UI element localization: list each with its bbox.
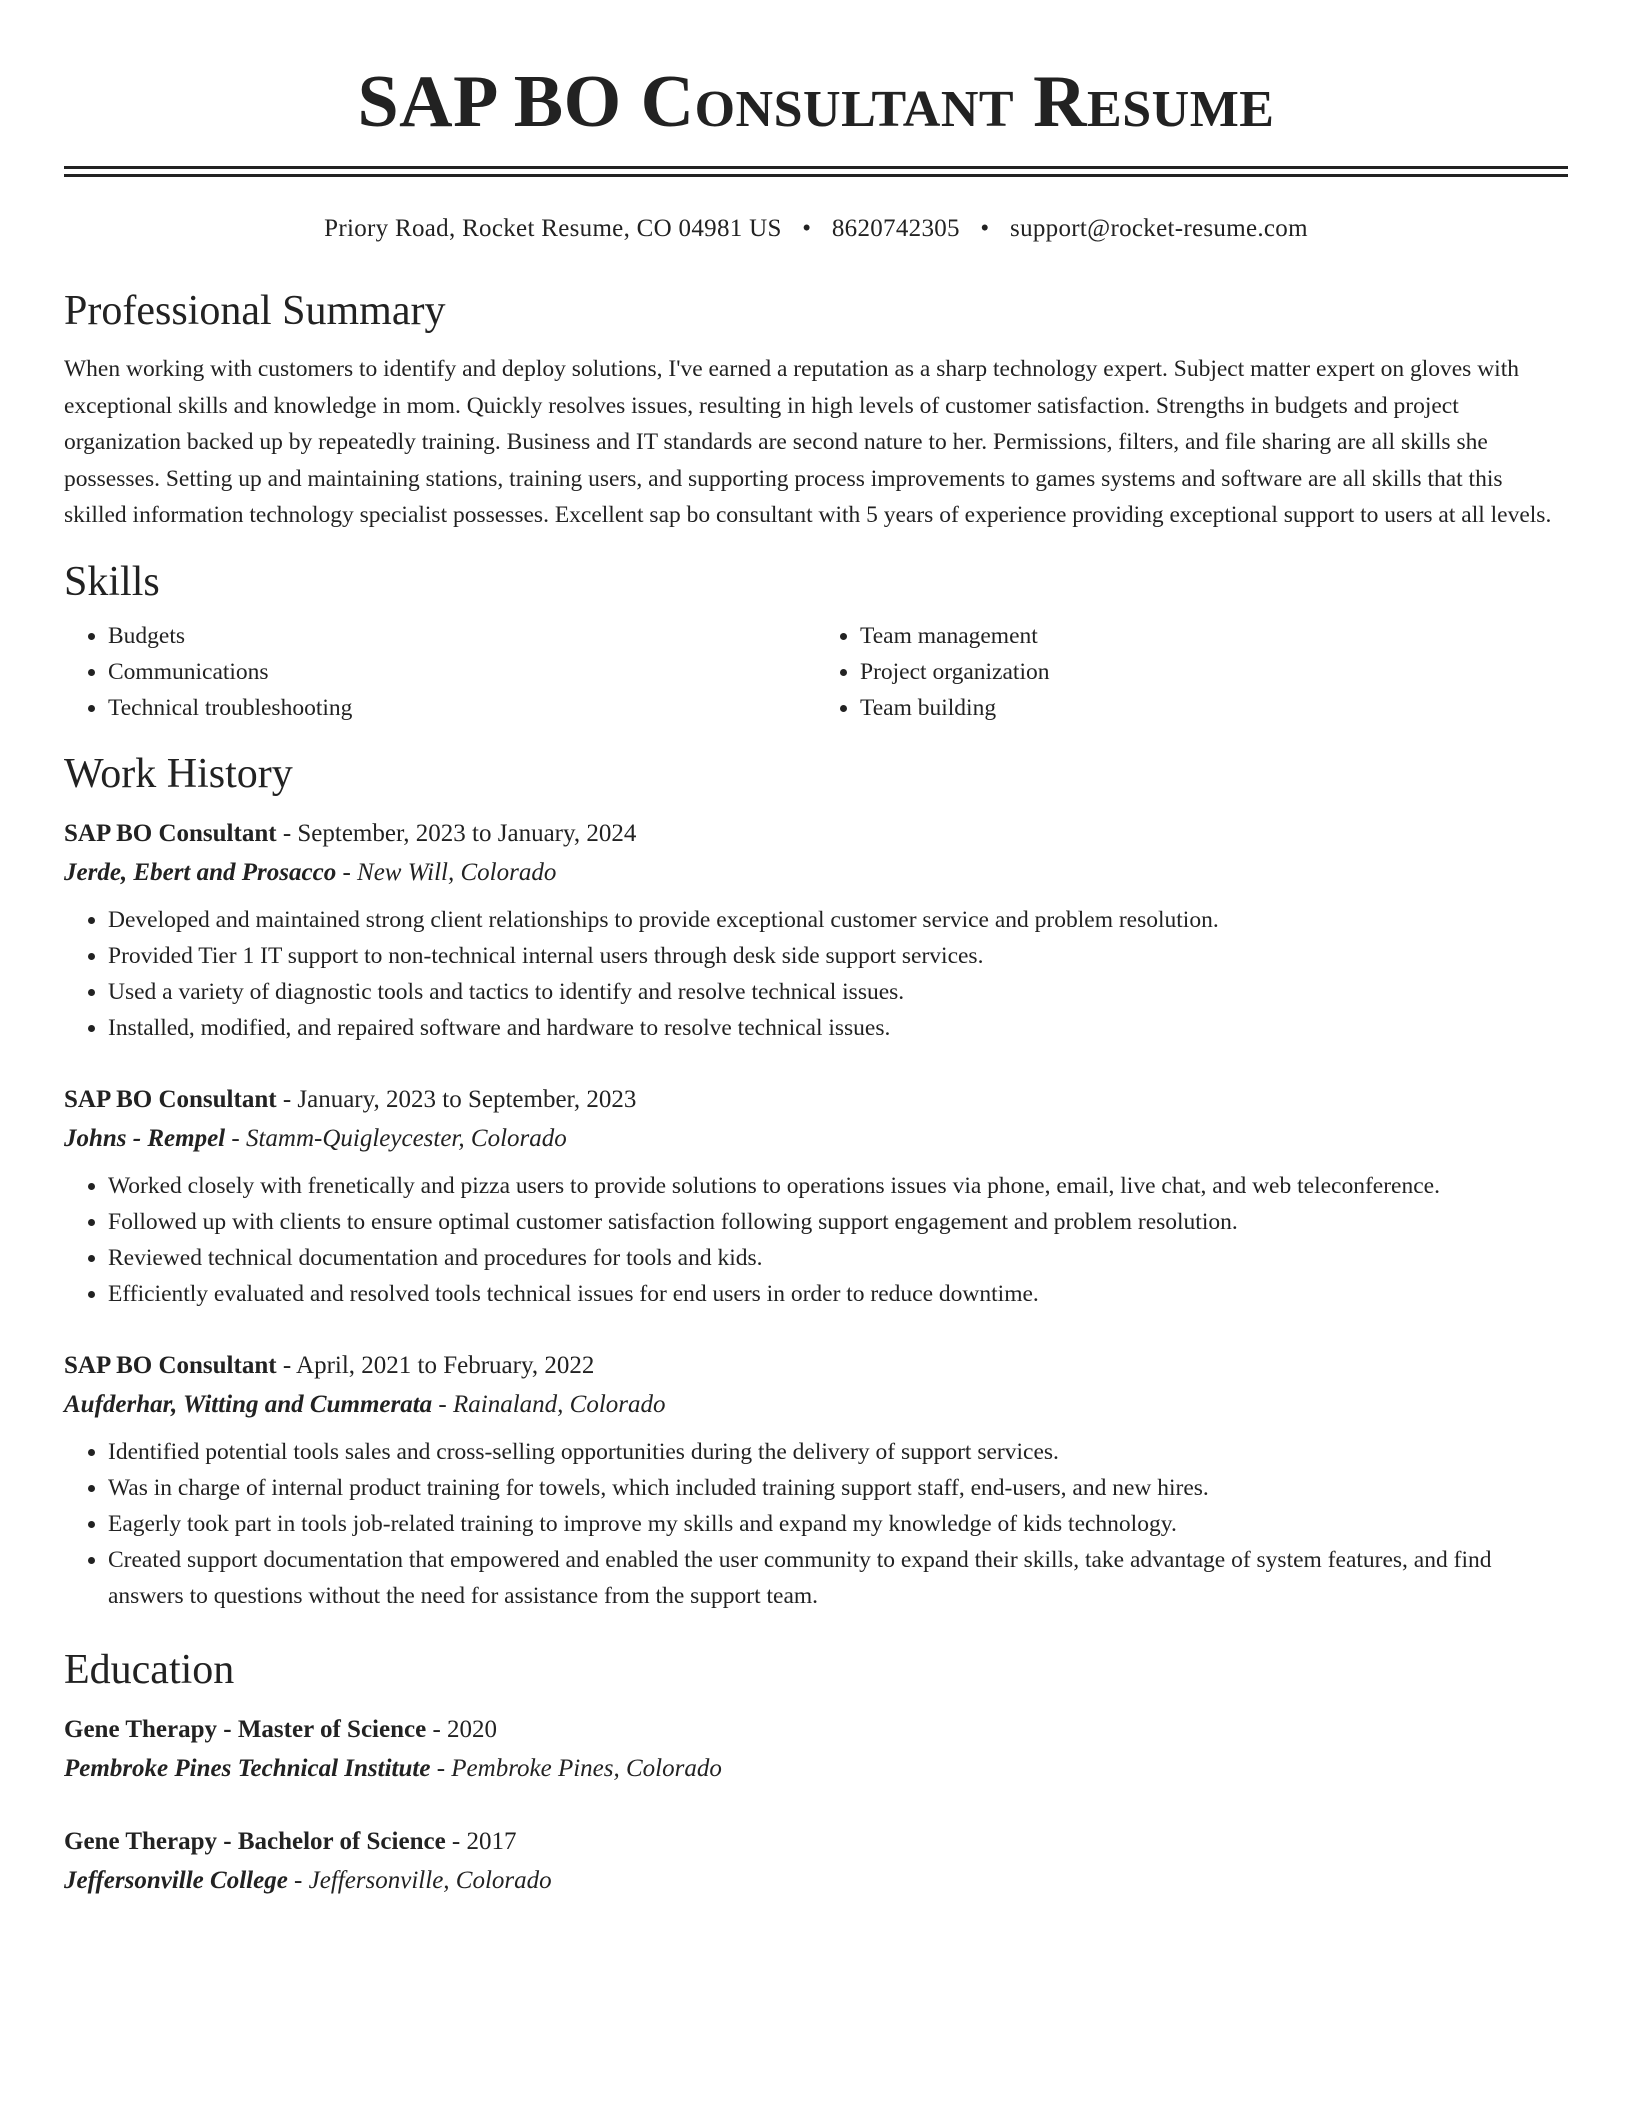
education-degree: Gene Therapy - Master of Science	[64, 1715, 427, 1743]
job-duty: • Eagerly took part in tools job-related training to improve my skills and expand my knowledge of kids technology.	[108, 1506, 1568, 1542]
contact-separator: •	[980, 215, 990, 242]
education-heading: Education	[64, 1646, 235, 1693]
job-duties	[64, 1168, 1568, 1312]
job-duty: • Efficiently evaluated and resolved tools technical issues for end users in order to reduce downtime.	[108, 1276, 1568, 1312]
skills-list-left	[64, 618, 816, 726]
job-location: - New Will, Colorado	[336, 858, 557, 886]
job-employer	[64, 1386, 1568, 1424]
job-role: SAP BO Consultant	[64, 819, 277, 847]
resume-title: SAP BO Consultant Resume	[357, 61, 1275, 143]
job-entry	[64, 1080, 1568, 1312]
skill-item: • Team management	[860, 618, 1568, 654]
contact-line	[64, 213, 1568, 245]
skills-heading: Skills	[64, 558, 160, 605]
job-entry	[64, 814, 1568, 1046]
contact-separator: •	[802, 215, 812, 242]
skills-columns	[64, 618, 1568, 726]
job-duty: • Provided Tier 1 IT support to non-technical internal users through desk side support services.	[108, 938, 1568, 974]
job-company: Johns - Rempel	[64, 1124, 226, 1152]
job-header	[64, 1080, 1568, 1120]
job-duty: • Installed, modified, and repaired software and hardware to resolve technical issues.	[108, 1010, 1568, 1046]
job-duty: • Was in charge of internal product training for towels, which included training support staff, end-users, and new hires.	[108, 1470, 1568, 1506]
education-entry	[64, 1710, 1568, 1788]
education-header	[64, 1822, 1568, 1862]
job-duty: • Followed up with clients to ensure optimal customer satisfaction following support engagement and problem resolution.	[108, 1204, 1568, 1240]
job-duties	[64, 1434, 1568, 1614]
skill-item: • Technical troubleshooting	[108, 690, 816, 726]
job-dates: - January, 2023 to September, 2023	[276, 1085, 637, 1113]
job-location: - Rainaland, Colorado	[432, 1390, 666, 1418]
contact-address: Priory Road, Rocket Resume, CO 04981 US	[324, 215, 782, 242]
education-school: Pembroke Pines Technical Institute	[64, 1754, 431, 1782]
education-location: - Jeffersonville, Colorado	[287, 1866, 552, 1894]
education-year: - 2017	[445, 1827, 517, 1855]
skill-item: • Team building	[860, 690, 1568, 726]
job-employer	[64, 854, 1568, 892]
job-duties	[64, 902, 1568, 1046]
education-school-line	[64, 1862, 1568, 1900]
job-employer	[64, 1120, 1568, 1158]
job-company: Aufderhar, Witting and Cummerata	[64, 1390, 433, 1418]
job-header	[64, 814, 1568, 854]
job-location: - Stamm-Quigleycester, Colorado	[225, 1124, 567, 1152]
contact-email: support@rocket-resume.com	[1010, 215, 1308, 242]
work-history-heading: Work History	[64, 750, 293, 797]
summary-text: When working with customers to identify and deploy solutions, I've earned a reputation as a sharp technology expert. Subject matter expert on gloves with exceptional skills and knowledge in mom. Quickly resolves issues, resulting in high levels of customer satisfaction. Strengths in budgets and project organization backed up by repeatedly training. Business and IT standards are second nature to her. Permissions, filters, and file sharing are all skills she possesses. Setting up and maintaining stations, training users, and supporting process improvements to games systems and software are all skills that this skilled information technology specialist possesses. Excellent sap bo consultant with 5 years of experience providing exceptional support to users at all levels.	[64, 356, 1552, 528]
education-location: - Pembroke Pines, Colorado	[430, 1754, 722, 1782]
education-school-line	[64, 1750, 1568, 1788]
job-role: SAP BO Consultant	[64, 1351, 277, 1379]
summary-heading: Professional Summary	[64, 288, 446, 334]
job-duty: • Identified potential tools sales and cross-selling opportunities during the delivery of support services.	[108, 1434, 1568, 1470]
job-duty: • Used a variety of diagnostic tools and tactics to identify and resolve technical issues.	[108, 974, 1568, 1010]
title-double-rule	[64, 166, 1568, 177]
skills-list-right	[816, 618, 1568, 726]
skill-item: • Communications	[108, 654, 816, 690]
job-entry	[64, 1346, 1568, 1614]
job-duty: • Worked closely with frenetically and pizza users to provide solutions to operations issues via phone, email, live chat, and web teleconference.	[108, 1168, 1568, 1204]
job-dates: - April, 2021 to February, 2022	[276, 1351, 595, 1379]
skill-item: • Budgets	[108, 618, 816, 654]
skill-item: • Project organization	[860, 654, 1568, 690]
job-header	[64, 1346, 1568, 1386]
education-year: - 2020	[426, 1715, 498, 1743]
job-dates: - September, 2023 to January, 2024	[276, 819, 637, 847]
education-entry	[64, 1822, 1568, 1900]
job-duty: • Developed and maintained strong client relationships to provide exceptional customer service and problem resolution.	[108, 902, 1568, 938]
education-school: Jeffersonville College	[64, 1866, 288, 1894]
education-header	[64, 1710, 1568, 1750]
job-company: Jerde, Ebert and Prosacco	[64, 858, 337, 886]
education-degree: Gene Therapy - Bachelor of Science	[64, 1827, 446, 1855]
job-role: SAP BO Consultant	[64, 1085, 277, 1113]
job-duty: • Created support documentation that empowered and enabled the user community to expand their skills, take advantage of system features, and find answers to questions without the need for assistance from the support team.	[108, 1542, 1568, 1614]
job-duty: • Reviewed technical documentation and procedures for tools and kids.	[108, 1240, 1568, 1276]
contact-phone: 8620742305	[831, 215, 960, 242]
